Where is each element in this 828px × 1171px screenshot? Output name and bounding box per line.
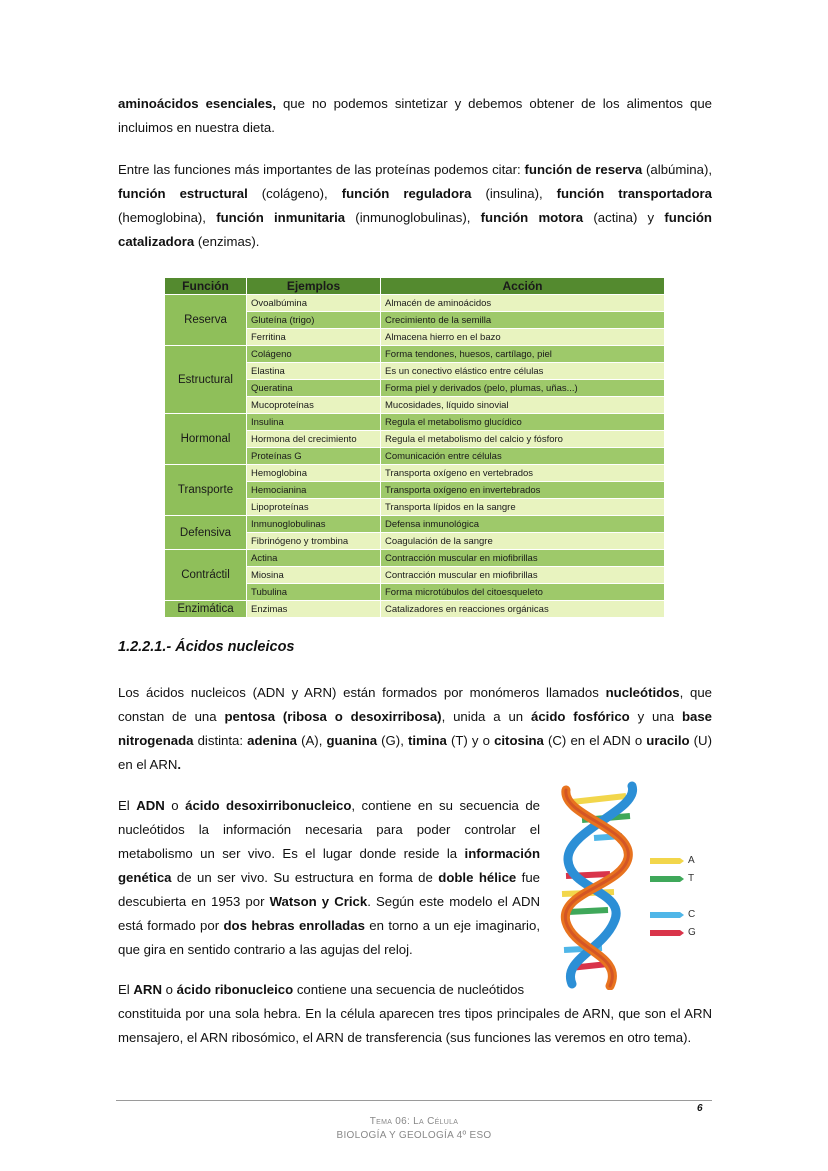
function-cell: Transporte <box>165 465 247 516</box>
example-cell: Hemocianina <box>247 482 381 499</box>
footer-subtitle: BIOLOGÍA Y GEOLOGÍA 4º ESO <box>336 1130 492 1141</box>
table-row <box>165 346 665 363</box>
table-row <box>165 516 665 533</box>
footer-title: Tema 06: La Célula <box>369 1116 459 1127</box>
function-cell: Hormonal <box>165 414 247 465</box>
function-cell: Estructural <box>165 346 247 414</box>
table-body <box>165 295 665 618</box>
nucleic-acids-paragraph: Los ácidos nucleicos (ADN y ARN) están formados por monómeros llamados nucleótidos, que constan de una pentosa (ribosa o desoxirribosa), unida a un ácido fosfórico y una base nitrogenada distinta: adenina (A), guanina (G), timina (T) y o citosina (C) en el ADN o uracilo (U) en el ARN. <box>118 685 712 772</box>
example-cell: Hormona del crecimiento <box>247 431 381 448</box>
action-cell: Contracción muscular en miofibrillas <box>381 550 665 567</box>
example-cell: Lipoproteínas <box>247 499 381 516</box>
protein-functions-paragraph: Entre las funciones más importantes de las proteínas podemos citar: función de reserva (albúmina), función estructural (colágeno), función reguladora (insulina), función transportadora (hemoglobina), función inmunitaria (inmunoglobulinas), función motora (actina) y función catalizadora (enzimas). <box>118 162 713 249</box>
example-cell: Queratina <box>247 380 381 397</box>
action-cell: Almacén de aminoácidos <box>381 295 665 312</box>
example-cell: Insulina <box>247 414 381 431</box>
action-cell: Mucosidades, líquido sinovial <box>381 397 665 414</box>
action-cell: Regula el metabolismo del calcio y fósforo <box>381 431 665 448</box>
table-row <box>165 601 665 618</box>
legend-cytosine-bar <box>650 912 680 918</box>
example-cell: Mucoproteínas <box>247 397 381 414</box>
action-cell: Crecimiento de la semilla <box>381 312 665 329</box>
bold-term: aminoácidos esenciales, <box>118 96 276 111</box>
legend-adenine-bar <box>650 858 680 864</box>
action-cell: Almacena hierro en el bazo <box>381 329 665 346</box>
action-cell: Forma microtúbulos del citoesqueleto <box>381 584 665 601</box>
legend-label-g: G <box>688 927 696 938</box>
action-cell: Forma tendones, huesos, cartílago, piel <box>381 346 665 363</box>
legend-label-t: T <box>688 873 695 884</box>
action-cell: Es un conectivo elástico entre células <box>381 363 665 380</box>
function-cell: Defensiva <box>165 516 247 550</box>
dna-legend <box>650 858 684 936</box>
legend-thymine-bar <box>650 876 680 882</box>
action-cell: Defensa inmunológica <box>381 516 665 533</box>
example-cell: Inmunoglobulinas <box>247 516 381 533</box>
example-cell: Ferritina <box>247 329 381 346</box>
header-accion: Acción <box>381 278 665 295</box>
table-row <box>165 414 665 431</box>
arn-paragraph: El ARN o ácido ribonucleico contiene una secuencia de nucleótidos <box>118 982 525 997</box>
dna-helix-illustration <box>548 780 718 990</box>
action-cell: Catalizadores en reacciones orgánicas <box>381 601 665 618</box>
adn-paragraph: El ADN o ácido desoxirribonucleico, contiene en su secuencia de nucleótidos la información necesaria para poder controlar el metabolismo un ser vivo. Es el lugar donde reside la información genética de un ser vivo. Su estructura en forma de doble hélice fue descubierta en 1953 por Watson y Crick. Según este modelo el ADN está formado por dos hebras enrolladas en torno a un eje imaginario, que gira en sentido contrario a las agujas del reloj. <box>118 798 540 957</box>
protein-functions-table <box>164 277 665 618</box>
action-cell: Coagulación de la sangre <box>381 533 665 550</box>
action-cell: Transporta lípidos en la sangre <box>381 499 665 516</box>
example-cell: Proteínas G <box>247 448 381 465</box>
example-cell: Colágeno <box>247 346 381 363</box>
action-cell: Transporta oxígeno en invertebrados <box>381 482 665 499</box>
action-cell: Comunicación entre células <box>381 448 665 465</box>
action-cell: Regula el metabolismo glucídico <box>381 414 665 431</box>
function-cell: Contráctil <box>165 550 247 601</box>
footer-divider <box>116 1100 712 1101</box>
example-cell: Enzimas <box>247 601 381 618</box>
example-cell: Miosina <box>247 567 381 584</box>
intro-paragraph: aminoácidos esenciales, que no podemos sintetizar y debemos obtener de los alimentos que incluimos en nuestra dieta. <box>118 96 712 135</box>
header-funcion: Función <box>165 278 247 295</box>
example-cell: Hemoglobina <box>247 465 381 482</box>
table-row <box>165 295 665 312</box>
page-number: 6 <box>697 1103 703 1114</box>
legend-guanine-bar <box>650 930 680 936</box>
example-cell: Fibrinógeno y trombina <box>247 533 381 550</box>
table-row <box>165 550 665 567</box>
action-cell: Transporta oxígeno en vertebrados <box>381 465 665 482</box>
function-cell: Reserva <box>165 295 247 346</box>
section-heading: 1.2.2.1.- Ácidos nucleicos <box>118 639 295 655</box>
table-header-row <box>165 278 665 295</box>
arn-paragraph-continued: constituida por una sola hebra. En la célula aparecen tres tipos principales de ARN, que son el ARN mensajero, el ARN ribosómico, el ARN de transferencia (sus funciones las veremos en otro tema). <box>118 1006 712 1045</box>
action-cell: Contracción muscular en miofibrillas <box>381 567 665 584</box>
legend-label-c: C <box>688 909 696 920</box>
example-cell: Tubulina <box>247 584 381 601</box>
action-cell: Forma piel y derivados (pelo, plumas, uñas...) <box>381 380 665 397</box>
function-cell: Enzimática <box>165 601 247 618</box>
header-ejemplos: Ejemplos <box>247 278 381 295</box>
legend-label-a: A <box>688 855 695 866</box>
example-cell: Ovoalbúmina <box>247 295 381 312</box>
example-cell: Gluteína (trigo) <box>247 312 381 329</box>
example-cell: Actina <box>247 550 381 567</box>
example-cell: Elastina <box>247 363 381 380</box>
dna-double-helix-figure <box>548 780 718 990</box>
table-row <box>165 465 665 482</box>
